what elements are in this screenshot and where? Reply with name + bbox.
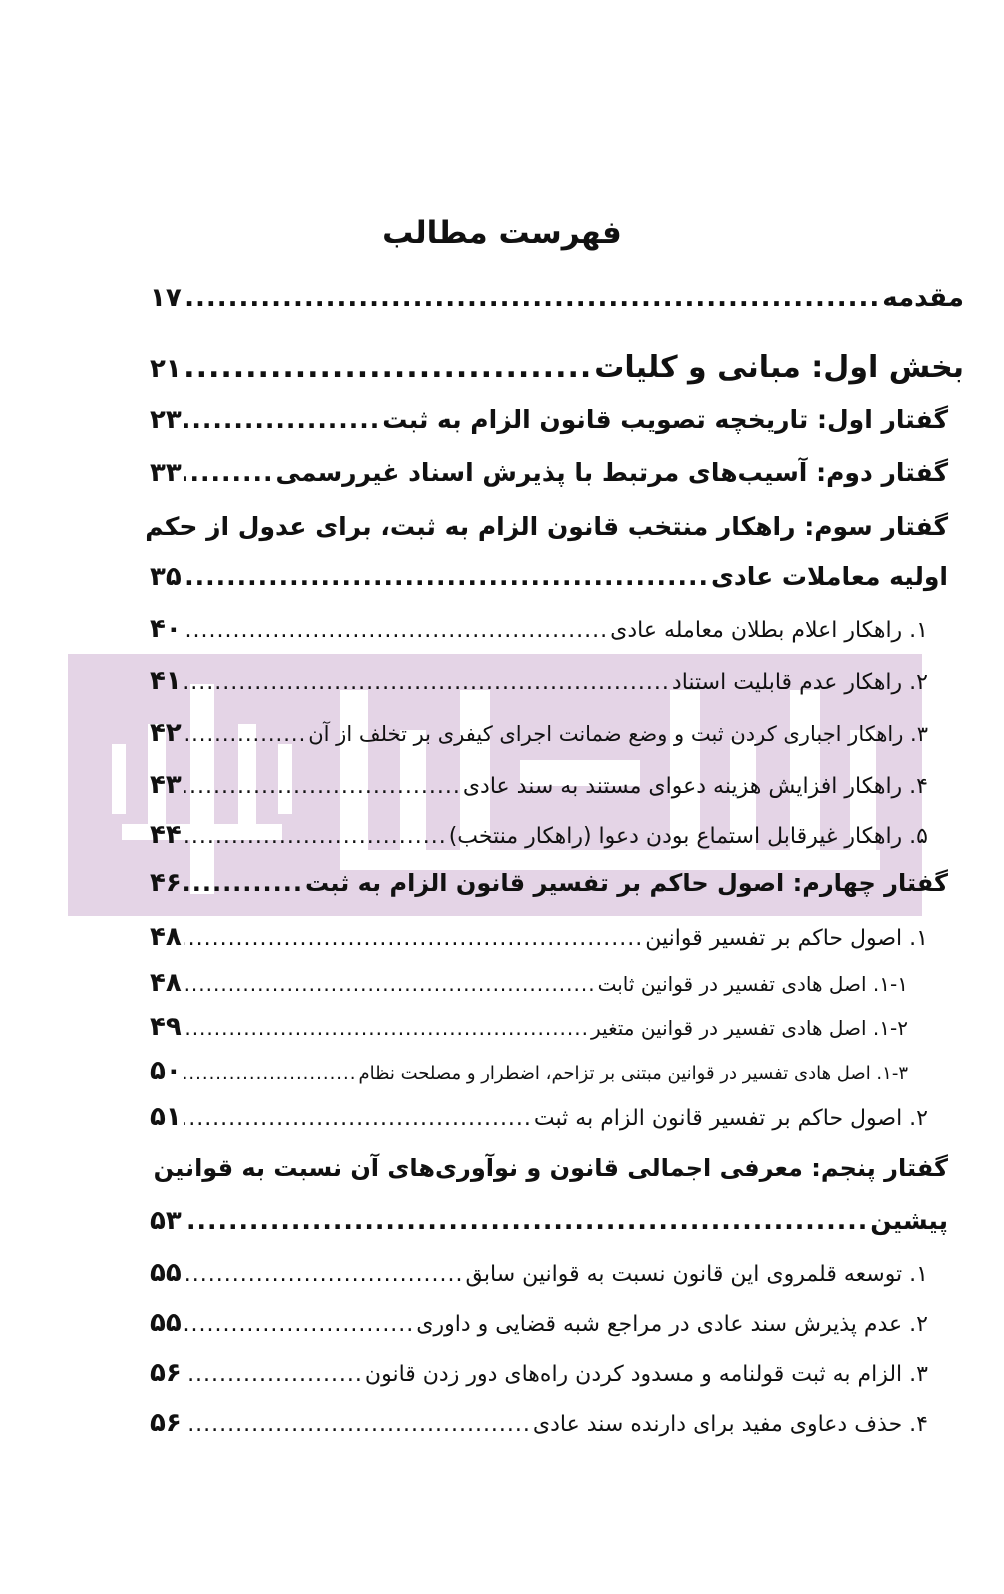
toc-entry-title: ۱. راهکار اعلام بطلان معامله عادی bbox=[610, 618, 928, 643]
leader-dots bbox=[184, 1206, 869, 1235]
toc-entry-line-1[interactable]: گفتار سوم: راهکار منتخب قانون الزام به ثبت، برای عدول از حکم bbox=[145, 512, 948, 541]
toc-entry-title: ۱-۳. اصل هادی تفسیر در قوانین مبتنی بر تزاحم، اضطرار و مصلحت نظام bbox=[358, 1063, 908, 1084]
toc-entry-line-1[interactable]: گفتار پنجم: معرفی اجمالی قانون و نوآوری‌های آن نسبت به قوانین bbox=[153, 1154, 948, 1182]
toc-entry[interactable] bbox=[150, 666, 928, 696]
toc-page-number: ۵۱ bbox=[150, 1102, 182, 1132]
toc-page-number: ۴۶ bbox=[150, 868, 182, 898]
toc-entry[interactable] bbox=[150, 968, 908, 998]
toc-entry-title: گفتار چهارم: اصول حاکم بر تفسیر قانون الزام به ثبت bbox=[305, 869, 948, 897]
leader-dots bbox=[184, 722, 307, 746]
toc-page-number: ۴۲ bbox=[150, 718, 182, 748]
toc-entry[interactable] bbox=[150, 1012, 908, 1042]
toc-page-number: ۱۷ bbox=[150, 283, 182, 313]
toc-entry-title: گفتار دوم: آسیب‌های مرتبط با پذیرش اسناد غیررسمی bbox=[275, 458, 948, 487]
leader-dots bbox=[184, 562, 709, 591]
toc-entry[interactable] bbox=[150, 718, 928, 748]
leader-dots bbox=[184, 972, 596, 996]
page-title: فهرست مطالب bbox=[382, 215, 622, 251]
toc-entry[interactable] bbox=[150, 1056, 908, 1086]
toc-entry[interactable] bbox=[150, 922, 928, 952]
toc-entry[interactable] bbox=[150, 1102, 928, 1132]
toc-entry-title: ۱-۱. اصل هادی تفسیر در قوانین ثابت bbox=[597, 972, 908, 996]
leader-dots bbox=[184, 283, 881, 313]
toc-page-number: ۲۱ bbox=[150, 354, 182, 384]
toc-entry-title: پیشین bbox=[870, 1206, 948, 1235]
toc-page-number: ۳۵ bbox=[150, 562, 182, 592]
toc-entry-title: ۲. راهکار عدم قابلیت استناد bbox=[671, 670, 928, 695]
leader-dots bbox=[184, 1262, 464, 1287]
toc-entry-title: مقدمه bbox=[882, 283, 964, 313]
toc-page-number: ۵۶ bbox=[150, 1358, 182, 1388]
leader-dots bbox=[184, 670, 670, 695]
toc-entry-title: ۱-۲. اصل هادی تفسیر در قوانین متغیر bbox=[591, 1016, 908, 1040]
toc-page-number: ۵۳ bbox=[150, 1206, 182, 1236]
toc-page-number: ۴۸ bbox=[150, 968, 182, 998]
leader-dots bbox=[184, 774, 461, 799]
toc-entry[interactable] bbox=[150, 458, 948, 488]
toc-entry[interactable] bbox=[150, 614, 928, 644]
toc-entry[interactable] bbox=[150, 1408, 928, 1438]
toc-entry-title: ۲. عدم پذیرش سند عادی در مراجع شبه قضایی و داوری bbox=[416, 1312, 928, 1337]
toc-entry-title: ۳. الزام به ثبت قولنامه و مسدود کردن راه‌های دور زدن قانون bbox=[364, 1362, 928, 1387]
leader-dots bbox=[184, 618, 608, 643]
leader-dots bbox=[184, 824, 447, 849]
toc-entry-title: ۱. توسعه قلمروی این قانون نسبت به قوانین سابق bbox=[465, 1262, 928, 1287]
toc-entry-title: بخش اول: مبانی و کلیات bbox=[594, 350, 964, 385]
leader-dots bbox=[184, 1362, 363, 1387]
leader-dots bbox=[184, 1063, 357, 1084]
toc-page-number: ۴۳ bbox=[150, 770, 182, 800]
toc-entry-title: ۱. اصول حاکم بر تفسیر قوانین bbox=[645, 926, 928, 951]
toc-entry[interactable] bbox=[150, 350, 964, 385]
leader-dots bbox=[184, 869, 303, 897]
leader-dots bbox=[184, 405, 381, 434]
toc-page-number: ۴۹ bbox=[150, 1012, 182, 1042]
toc-entry-title: ۲. اصول حاکم بر تفسیر قانون الزام به ثبت bbox=[533, 1106, 928, 1131]
leader-dots bbox=[184, 350, 593, 385]
toc-entry[interactable] bbox=[150, 405, 948, 435]
toc-page-number: ۵۵ bbox=[150, 1308, 182, 1338]
toc-page-number: ۴۱ bbox=[150, 666, 182, 696]
leader-dots bbox=[184, 1312, 415, 1337]
toc-entry[interactable] bbox=[150, 562, 948, 592]
toc-entry[interactable] bbox=[150, 868, 948, 898]
toc-page-number: ۵۵ bbox=[150, 1258, 182, 1288]
toc-entry[interactable] bbox=[150, 1308, 928, 1338]
toc-page-number: ۵۰ bbox=[150, 1056, 182, 1086]
toc-entry[interactable] bbox=[150, 1206, 948, 1236]
toc-entry-title: ۴. حذف دعاوی مفید برای دارنده سند عادی bbox=[532, 1412, 928, 1437]
leader-dots bbox=[184, 458, 274, 487]
toc-page-number: ۲۳ bbox=[150, 405, 182, 435]
toc-page-number: ۵۶ bbox=[150, 1408, 182, 1438]
toc-entry[interactable] bbox=[150, 1358, 928, 1388]
toc-page-number: ۴۸ bbox=[150, 922, 182, 952]
toc-page-number: ۴۰ bbox=[150, 614, 182, 644]
leader-dots bbox=[184, 1412, 531, 1437]
leader-dots bbox=[184, 1106, 532, 1131]
leader-dots bbox=[184, 926, 643, 951]
toc-entry-title: گفتار اول: تاریخچه تصویب قانون الزام به ثبت bbox=[382, 405, 948, 434]
toc-entry[interactable] bbox=[150, 1258, 928, 1288]
leader-dots bbox=[184, 1016, 589, 1040]
toc-entry[interactable] bbox=[150, 820, 928, 850]
toc-entry[interactable] bbox=[150, 770, 928, 800]
toc-entry-title: ۳. راهکار اجباری کردن ثبت و وضع ضمانت اجرای کیفری بر تخلف از آن bbox=[308, 722, 928, 746]
toc-page-number: ۴۴ bbox=[150, 820, 182, 850]
toc-entry-title: ۵. راهکار غیرقابل استماع بودن دعوا (راهکار منتخب) bbox=[448, 824, 928, 849]
toc-entry-title: ۴. راهکار افزایش هزینه دعوای مستند به سند عادی bbox=[462, 774, 928, 799]
toc-entry-title: اولیه معاملات عادی bbox=[710, 562, 948, 591]
toc-page-number: ۳۳ bbox=[150, 458, 182, 488]
toc-entry[interactable] bbox=[150, 283, 964, 313]
